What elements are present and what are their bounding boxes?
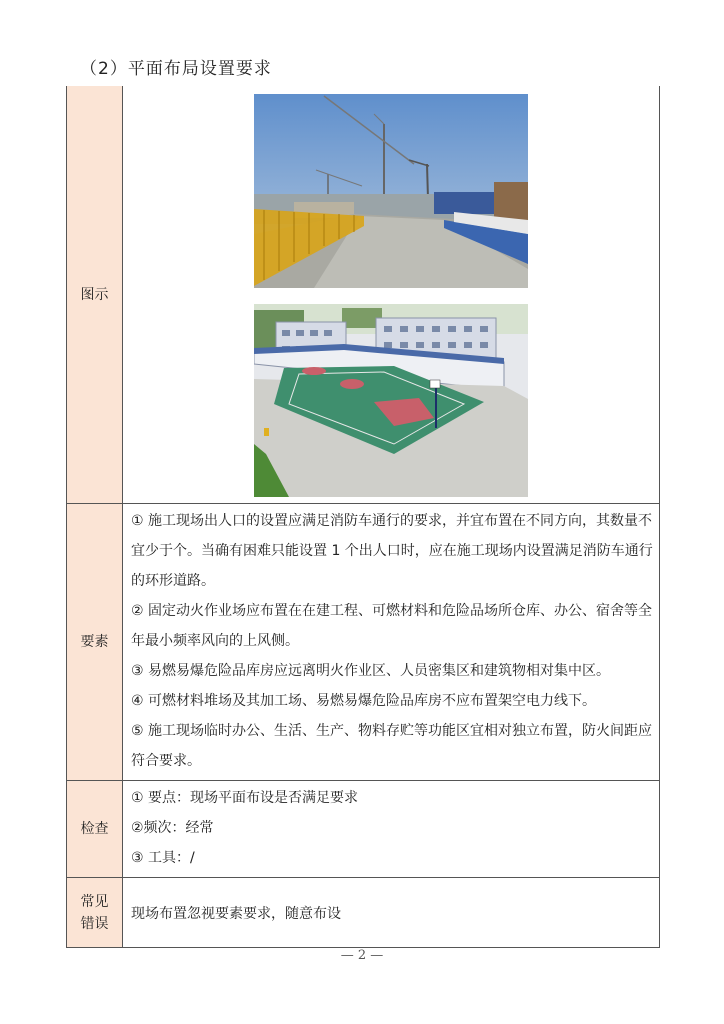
row-label-common-errors xyxy=(67,878,123,948)
row-label-inspection: 检查 xyxy=(67,781,123,878)
spec-table xyxy=(66,86,660,948)
inspection-item-2: ②频次：经常 xyxy=(131,820,214,836)
illustration-cell xyxy=(123,86,660,504)
element-item-3: ③ 易燃易爆危险品库房应远离明火作业区、人员密集区和建筑物相对集中区。 xyxy=(131,663,610,679)
inspection-cell xyxy=(123,781,660,878)
row-label-common-errors-line2: 错误 xyxy=(80,915,109,932)
row-label-common-errors-line1: 常见 xyxy=(80,893,109,910)
row-label-elements: 要素 xyxy=(67,504,123,781)
inspection-item-1: ① 要点：现场平面布设是否满足要求 xyxy=(131,790,359,806)
element-item-1: ① 施工现场出人口的设置应满足消防车通行的要求，并宜布置在不同方向，其数量不宜少于个。当确有困难只能设置 1 个出人口时，应在施工现场内设置满足消防车通行的环形道路。 xyxy=(131,513,653,589)
element-item-5: ⑤ 施工现场临时办公、生活、生产、物料存贮等功能区宜相对独立布置，防火间距应符合要求。 xyxy=(131,723,652,769)
inspection-item-3: ③ 工具：/ xyxy=(131,850,195,866)
row-label-illustration: 图示 xyxy=(67,86,123,504)
common-errors-text: 现场布置忽视要素要求，随意布设 xyxy=(131,905,341,922)
element-item-4: ④ 可燃材料堆场及其加工场、易燃易爆危险品库房不应布置架空电力线下。 xyxy=(131,693,596,709)
basketball-court-photo xyxy=(254,304,528,497)
common-errors-cell xyxy=(123,878,660,948)
site-road-photo xyxy=(254,94,528,288)
element-item-2: ② 固定动火作业场应布置在在建工程、可燃材料和危险品场所仓库、办公、宿舍等全年最小频率风向的上风侧。 xyxy=(131,603,652,649)
page-number: — 2 — xyxy=(340,948,384,963)
table-row-common-errors xyxy=(67,878,660,948)
section-heading: （2）平面布局设置要求 xyxy=(80,59,272,79)
table-row-inspection xyxy=(67,781,660,878)
table-row-illustration xyxy=(67,86,660,504)
elements-cell xyxy=(123,504,660,781)
table-row-elements xyxy=(67,504,660,781)
